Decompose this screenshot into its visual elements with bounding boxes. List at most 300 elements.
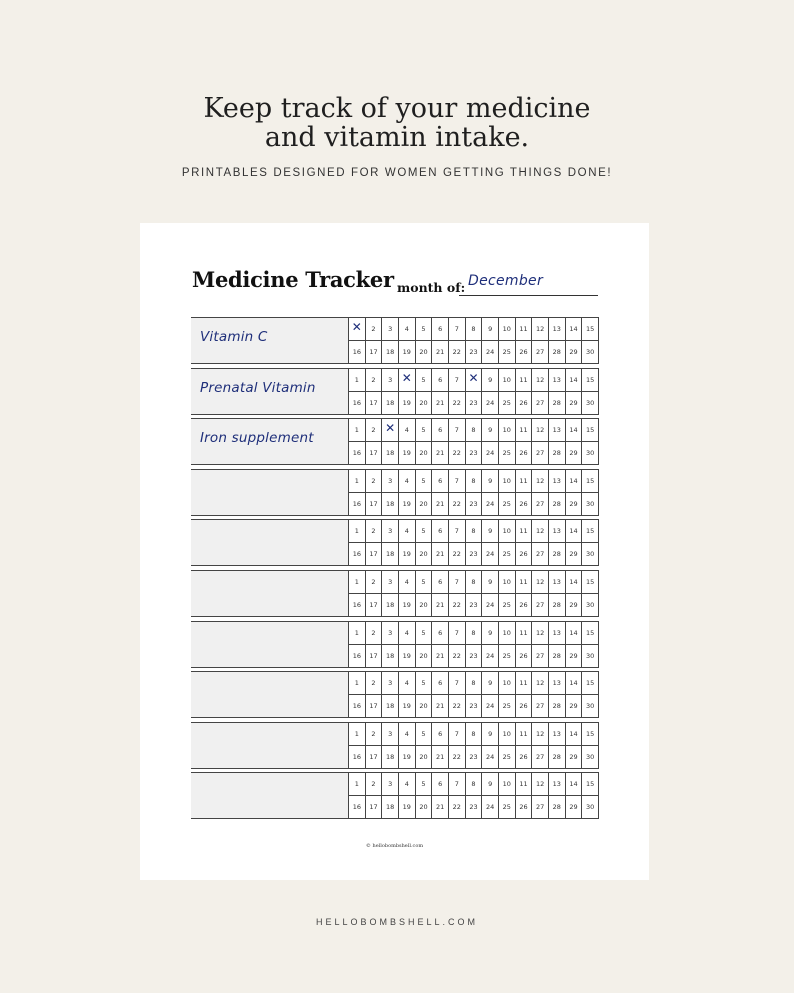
day-cell-checked[interactable] [399, 369, 416, 392]
day-cell[interactable] [516, 493, 533, 516]
day-cell[interactable] [582, 723, 599, 746]
day-cell[interactable] [482, 493, 499, 516]
day-cell[interactable] [349, 594, 366, 617]
day-cell[interactable] [382, 571, 399, 594]
day-cell[interactable] [566, 773, 583, 796]
day-cell[interactable] [432, 442, 449, 465]
day-cell[interactable] [466, 672, 483, 695]
day-cell[interactable] [449, 746, 466, 769]
day-cell[interactable] [366, 442, 383, 465]
day-cell[interactable] [499, 672, 516, 695]
day-cell[interactable] [416, 695, 433, 718]
day-cell[interactable] [366, 392, 383, 415]
day-cell[interactable] [466, 622, 483, 645]
day-cell[interactable] [532, 571, 549, 594]
day-cell[interactable] [399, 543, 416, 566]
day-cell[interactable] [382, 723, 399, 746]
day-cell[interactable] [566, 645, 583, 668]
day-cell-checked[interactable] [382, 419, 399, 442]
day-cell[interactable] [449, 622, 466, 645]
day-cell[interactable] [382, 520, 399, 543]
day-cell[interactable] [449, 392, 466, 415]
day-cell[interactable] [482, 442, 499, 465]
day-cell[interactable] [382, 341, 399, 364]
day-cell[interactable] [516, 470, 533, 493]
day-cell[interactable] [349, 369, 366, 392]
day-cell-checked[interactable] [349, 318, 366, 341]
day-cell[interactable] [482, 672, 499, 695]
day-cell[interactable] [499, 369, 516, 392]
day-cell[interactable] [366, 493, 383, 516]
day-cell[interactable] [349, 520, 366, 543]
day-cell[interactable] [382, 695, 399, 718]
day-cell[interactable] [482, 318, 499, 341]
day-cell[interactable] [366, 746, 383, 769]
day-cell[interactable] [466, 442, 483, 465]
day-cell[interactable] [466, 419, 483, 442]
day-cell[interactable] [366, 796, 383, 819]
day-cell[interactable] [349, 442, 366, 465]
day-cell[interactable] [382, 442, 399, 465]
day-cell[interactable] [466, 723, 483, 746]
day-cell[interactable] [549, 796, 566, 819]
day-cell[interactable] [349, 672, 366, 695]
day-cell[interactable] [382, 392, 399, 415]
day-cell[interactable] [516, 318, 533, 341]
day-cell[interactable] [499, 645, 516, 668]
day-cell[interactable] [349, 543, 366, 566]
day-cell[interactable] [466, 493, 483, 516]
day-cell[interactable] [466, 543, 483, 566]
day-cell[interactable] [449, 796, 466, 819]
day-cell[interactable] [566, 419, 583, 442]
day-cell[interactable] [499, 493, 516, 516]
day-cell[interactable] [432, 419, 449, 442]
day-cell[interactable] [499, 773, 516, 796]
day-cell[interactable] [549, 622, 566, 645]
day-cell[interactable] [366, 672, 383, 695]
day-cell[interactable] [532, 645, 549, 668]
day-cell[interactable] [349, 746, 366, 769]
day-cell[interactable] [566, 594, 583, 617]
day-cell[interactable] [416, 493, 433, 516]
day-cell[interactable] [399, 622, 416, 645]
day-cell[interactable] [399, 796, 416, 819]
day-cell[interactable] [399, 341, 416, 364]
day-cell[interactable] [516, 773, 533, 796]
day-cell[interactable] [349, 773, 366, 796]
day-cell[interactable] [482, 543, 499, 566]
day-cell[interactable] [516, 746, 533, 769]
day-cell[interactable] [566, 442, 583, 465]
day-cell[interactable] [532, 470, 549, 493]
medicine-name-field[interactable] [191, 519, 348, 566]
day-cell[interactable] [382, 594, 399, 617]
day-cell[interactable] [366, 520, 383, 543]
day-cell[interactable] [516, 543, 533, 566]
day-cell[interactable] [482, 392, 499, 415]
day-cell[interactable] [532, 594, 549, 617]
day-cell[interactable] [449, 594, 466, 617]
day-cell[interactable] [582, 672, 599, 695]
day-cell[interactable] [432, 695, 449, 718]
medicine-name-field[interactable] [191, 722, 348, 769]
day-cell[interactable] [349, 622, 366, 645]
day-cell[interactable] [482, 341, 499, 364]
day-cell[interactable] [582, 318, 599, 341]
day-cell[interactable] [482, 796, 499, 819]
day-cell[interactable] [582, 520, 599, 543]
day-cell[interactable] [499, 392, 516, 415]
day-cell[interactable] [582, 442, 599, 465]
day-cell[interactable] [432, 622, 449, 645]
day-cell[interactable] [466, 470, 483, 493]
day-cell[interactable] [566, 622, 583, 645]
day-cell[interactable] [566, 571, 583, 594]
day-cell[interactable] [466, 594, 483, 617]
day-cell[interactable] [549, 392, 566, 415]
day-cell[interactable] [399, 594, 416, 617]
day-cell[interactable] [466, 645, 483, 668]
day-cell[interactable] [582, 369, 599, 392]
day-cell[interactable] [349, 392, 366, 415]
day-cell[interactable] [532, 622, 549, 645]
day-cell[interactable] [466, 746, 483, 769]
day-cell[interactable] [549, 695, 566, 718]
day-cell[interactable] [516, 622, 533, 645]
day-cell[interactable] [366, 622, 383, 645]
day-cell[interactable] [582, 419, 599, 442]
day-cell[interactable] [399, 571, 416, 594]
day-cell[interactable] [349, 571, 366, 594]
medicine-name-field[interactable] [191, 317, 348, 364]
day-cell[interactable] [382, 543, 399, 566]
day-cell[interactable] [532, 442, 549, 465]
day-cell[interactable] [349, 470, 366, 493]
day-cell[interactable] [532, 695, 549, 718]
day-cell[interactable] [499, 341, 516, 364]
day-cell[interactable] [399, 672, 416, 695]
day-cell[interactable] [499, 419, 516, 442]
day-cell[interactable] [382, 470, 399, 493]
day-cell[interactable] [582, 392, 599, 415]
day-cell[interactable] [432, 543, 449, 566]
day-cell[interactable] [416, 746, 433, 769]
day-cell[interactable] [399, 318, 416, 341]
day-cell[interactable] [416, 672, 433, 695]
day-cell[interactable] [416, 796, 433, 819]
day-cell[interactable] [449, 419, 466, 442]
day-cell[interactable] [549, 594, 566, 617]
medicine-name-field[interactable] [191, 469, 348, 516]
day-cell[interactable] [382, 746, 399, 769]
day-cell[interactable] [432, 672, 449, 695]
medicine-name-field[interactable] [191, 671, 348, 718]
day-cell[interactable] [499, 796, 516, 819]
day-cell[interactable] [416, 594, 433, 617]
day-cell[interactable] [566, 796, 583, 819]
day-cell[interactable] [366, 571, 383, 594]
day-cell[interactable] [499, 520, 516, 543]
day-cell[interactable] [466, 520, 483, 543]
day-cell[interactable] [366, 695, 383, 718]
day-cell[interactable] [566, 470, 583, 493]
day-cell[interactable] [466, 773, 483, 796]
day-cell[interactable] [532, 723, 549, 746]
day-cell[interactable] [482, 520, 499, 543]
day-cell[interactable] [432, 392, 449, 415]
day-cell[interactable] [516, 723, 533, 746]
day-cell[interactable] [366, 543, 383, 566]
day-cell[interactable] [582, 645, 599, 668]
day-cell[interactable] [432, 318, 449, 341]
day-cell[interactable] [399, 493, 416, 516]
day-cell[interactable] [499, 543, 516, 566]
day-cell[interactable] [349, 645, 366, 668]
day-cell[interactable] [349, 493, 366, 516]
day-cell[interactable] [449, 369, 466, 392]
medicine-name-field[interactable] [191, 772, 348, 819]
day-cell[interactable] [549, 369, 566, 392]
day-cell[interactable] [399, 773, 416, 796]
day-cell[interactable] [349, 341, 366, 364]
day-cell[interactable] [532, 341, 549, 364]
day-cell[interactable] [532, 746, 549, 769]
day-cell[interactable] [582, 493, 599, 516]
day-cell[interactable] [432, 746, 449, 769]
day-cell[interactable] [432, 493, 449, 516]
day-cell[interactable] [449, 470, 466, 493]
day-cell[interactable] [532, 543, 549, 566]
day-cell[interactable] [532, 796, 549, 819]
day-cell[interactable] [482, 695, 499, 718]
day-cell[interactable] [482, 594, 499, 617]
day-cell[interactable] [466, 341, 483, 364]
day-cell[interactable] [566, 493, 583, 516]
day-cell[interactable] [449, 543, 466, 566]
day-cell[interactable] [532, 369, 549, 392]
day-cell[interactable] [449, 773, 466, 796]
day-cell[interactable] [566, 723, 583, 746]
day-cell[interactable] [399, 520, 416, 543]
day-cell[interactable] [549, 341, 566, 364]
day-cell[interactable] [449, 341, 466, 364]
day-cell[interactable] [499, 470, 516, 493]
day-cell[interactable] [582, 341, 599, 364]
day-cell[interactable] [566, 520, 583, 543]
day-cell[interactable] [549, 723, 566, 746]
medicine-name-field[interactable] [191, 418, 348, 465]
day-cell[interactable] [416, 773, 433, 796]
day-cell[interactable] [416, 318, 433, 341]
day-cell[interactable] [382, 318, 399, 341]
day-cell[interactable] [516, 672, 533, 695]
day-cell[interactable] [499, 746, 516, 769]
day-cell[interactable] [532, 318, 549, 341]
day-cell-checked[interactable] [466, 369, 483, 392]
day-cell[interactable] [382, 645, 399, 668]
day-cell[interactable] [582, 695, 599, 718]
day-cell[interactable] [449, 318, 466, 341]
day-cell[interactable] [582, 571, 599, 594]
day-cell[interactable] [399, 723, 416, 746]
day-cell[interactable] [549, 773, 566, 796]
day-cell[interactable] [566, 672, 583, 695]
day-cell[interactable] [449, 695, 466, 718]
day-cell[interactable] [516, 594, 533, 617]
day-cell[interactable] [516, 419, 533, 442]
day-cell[interactable] [366, 341, 383, 364]
day-cell[interactable] [416, 723, 433, 746]
day-cell[interactable] [549, 746, 566, 769]
day-cell[interactable] [366, 723, 383, 746]
day-cell[interactable] [482, 419, 499, 442]
day-cell[interactable] [432, 520, 449, 543]
day-cell[interactable] [516, 442, 533, 465]
day-cell[interactable] [516, 392, 533, 415]
day-cell[interactable] [532, 493, 549, 516]
day-cell[interactable] [432, 723, 449, 746]
day-cell[interactable] [482, 470, 499, 493]
day-cell[interactable] [516, 571, 533, 594]
day-cell[interactable] [532, 520, 549, 543]
day-cell[interactable] [399, 695, 416, 718]
day-cell[interactable] [482, 645, 499, 668]
day-cell[interactable] [416, 543, 433, 566]
day-cell[interactable] [432, 645, 449, 668]
day-cell[interactable] [516, 520, 533, 543]
day-cell[interactable] [432, 341, 449, 364]
day-cell[interactable] [416, 341, 433, 364]
day-cell[interactable] [549, 493, 566, 516]
day-cell[interactable] [432, 796, 449, 819]
day-cell[interactable] [549, 672, 566, 695]
day-cell[interactable] [566, 695, 583, 718]
day-cell[interactable] [449, 645, 466, 668]
day-cell[interactable] [549, 442, 566, 465]
day-cell[interactable] [566, 543, 583, 566]
medicine-name-field[interactable] [191, 368, 348, 415]
day-cell[interactable] [549, 318, 566, 341]
day-cell[interactable] [399, 419, 416, 442]
day-cell[interactable] [432, 594, 449, 617]
day-cell[interactable] [549, 645, 566, 668]
day-cell[interactable] [582, 746, 599, 769]
day-cell[interactable] [382, 672, 399, 695]
day-cell[interactable] [549, 543, 566, 566]
day-cell[interactable] [399, 746, 416, 769]
day-cell[interactable] [499, 442, 516, 465]
day-cell[interactable] [399, 470, 416, 493]
day-cell[interactable] [416, 645, 433, 668]
medicine-name-field[interactable] [191, 570, 348, 617]
day-cell[interactable] [582, 543, 599, 566]
day-cell[interactable] [366, 369, 383, 392]
day-cell[interactable] [416, 520, 433, 543]
day-cell[interactable] [466, 392, 483, 415]
day-cell[interactable] [349, 695, 366, 718]
day-cell[interactable] [449, 520, 466, 543]
day-cell[interactable] [499, 318, 516, 341]
day-cell[interactable] [582, 796, 599, 819]
day-cell[interactable] [499, 571, 516, 594]
day-cell[interactable] [399, 645, 416, 668]
day-cell[interactable] [549, 470, 566, 493]
day-cell[interactable] [549, 571, 566, 594]
day-cell[interactable] [449, 571, 466, 594]
day-cell[interactable] [416, 392, 433, 415]
day-cell[interactable] [582, 622, 599, 645]
day-cell[interactable] [499, 695, 516, 718]
day-cell[interactable] [482, 773, 499, 796]
day-cell[interactable] [466, 796, 483, 819]
day-cell[interactable] [516, 695, 533, 718]
day-cell[interactable] [549, 520, 566, 543]
day-cell[interactable] [466, 571, 483, 594]
day-cell[interactable] [432, 773, 449, 796]
day-cell[interactable] [349, 796, 366, 819]
day-cell[interactable] [449, 672, 466, 695]
day-cell[interactable] [349, 419, 366, 442]
day-cell[interactable] [482, 571, 499, 594]
day-cell[interactable] [516, 645, 533, 668]
day-cell[interactable] [582, 594, 599, 617]
day-cell[interactable] [482, 746, 499, 769]
day-cell[interactable] [382, 773, 399, 796]
day-cell[interactable] [499, 622, 516, 645]
day-cell[interactable] [382, 796, 399, 819]
day-cell[interactable] [566, 746, 583, 769]
day-cell[interactable] [582, 470, 599, 493]
day-cell[interactable] [449, 493, 466, 516]
day-cell[interactable] [532, 672, 549, 695]
day-cell[interactable] [532, 773, 549, 796]
day-cell[interactable] [399, 392, 416, 415]
day-cell[interactable] [382, 369, 399, 392]
day-cell[interactable] [549, 419, 566, 442]
day-cell[interactable] [566, 341, 583, 364]
day-cell[interactable] [416, 470, 433, 493]
day-cell[interactable] [516, 796, 533, 819]
day-cell[interactable] [366, 645, 383, 668]
day-cell[interactable] [432, 470, 449, 493]
day-cell[interactable] [366, 594, 383, 617]
day-cell[interactable] [366, 773, 383, 796]
day-cell[interactable] [532, 419, 549, 442]
day-cell[interactable] [432, 369, 449, 392]
day-cell[interactable] [399, 442, 416, 465]
day-cell[interactable] [566, 318, 583, 341]
day-cell[interactable] [349, 723, 366, 746]
day-cell[interactable] [366, 470, 383, 493]
day-cell[interactable] [532, 392, 549, 415]
day-cell[interactable] [482, 369, 499, 392]
day-cell[interactable] [516, 369, 533, 392]
day-cell[interactable] [566, 392, 583, 415]
day-cell[interactable] [366, 419, 383, 442]
day-cell[interactable] [466, 318, 483, 341]
day-cell[interactable] [432, 571, 449, 594]
day-cell[interactable] [582, 773, 599, 796]
medicine-name-field[interactable] [191, 621, 348, 668]
day-cell[interactable] [499, 594, 516, 617]
day-cell[interactable] [449, 723, 466, 746]
day-cell[interactable] [366, 318, 383, 341]
day-cell[interactable] [416, 622, 433, 645]
day-cell[interactable] [516, 341, 533, 364]
day-cell[interactable] [449, 442, 466, 465]
day-cell[interactable] [382, 493, 399, 516]
